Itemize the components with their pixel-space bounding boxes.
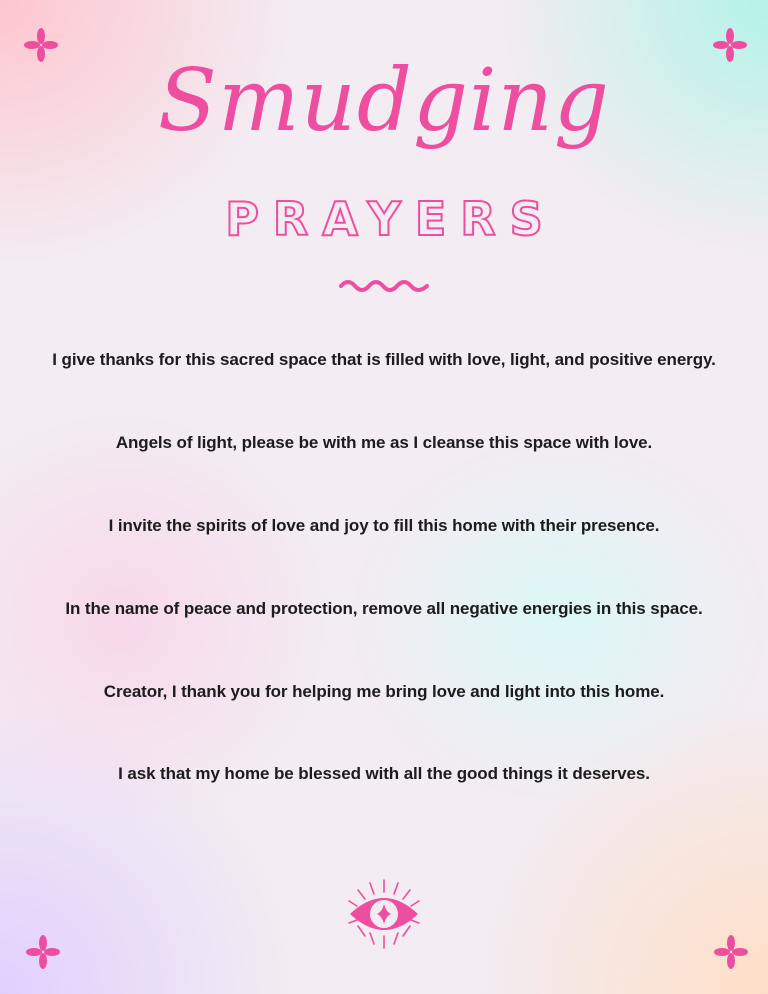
wave-squiggle-icon [338,276,430,296]
prayer-line-3: I invite the spirits of love and joy to fill this home with their presence. [108,516,660,535]
prayer-line-6: I ask that my home be blessed with all the good things it deserves. [118,764,650,783]
prayer-line-2: Angels of light, please be with me as I cleanse this space with love. [115,433,653,452]
title-outline: PRAYERS [225,192,557,246]
corner-flower-icon-bottom-right [713,934,749,970]
prayer-line-5: Creator, I thank you for helping me bring love and light into this home. [103,682,665,701]
evil-eye-icon [342,878,426,950]
title-script: Smudging [158,51,610,151]
prayer-line-1: I give thanks for this sacred space that is filled with love, light, and positive energy. [52,350,716,369]
corner-flower-icon-bottom-left [25,934,61,970]
prayer-line-4: In the name of peace and protection, remove all negative energies in this space. [65,599,703,618]
